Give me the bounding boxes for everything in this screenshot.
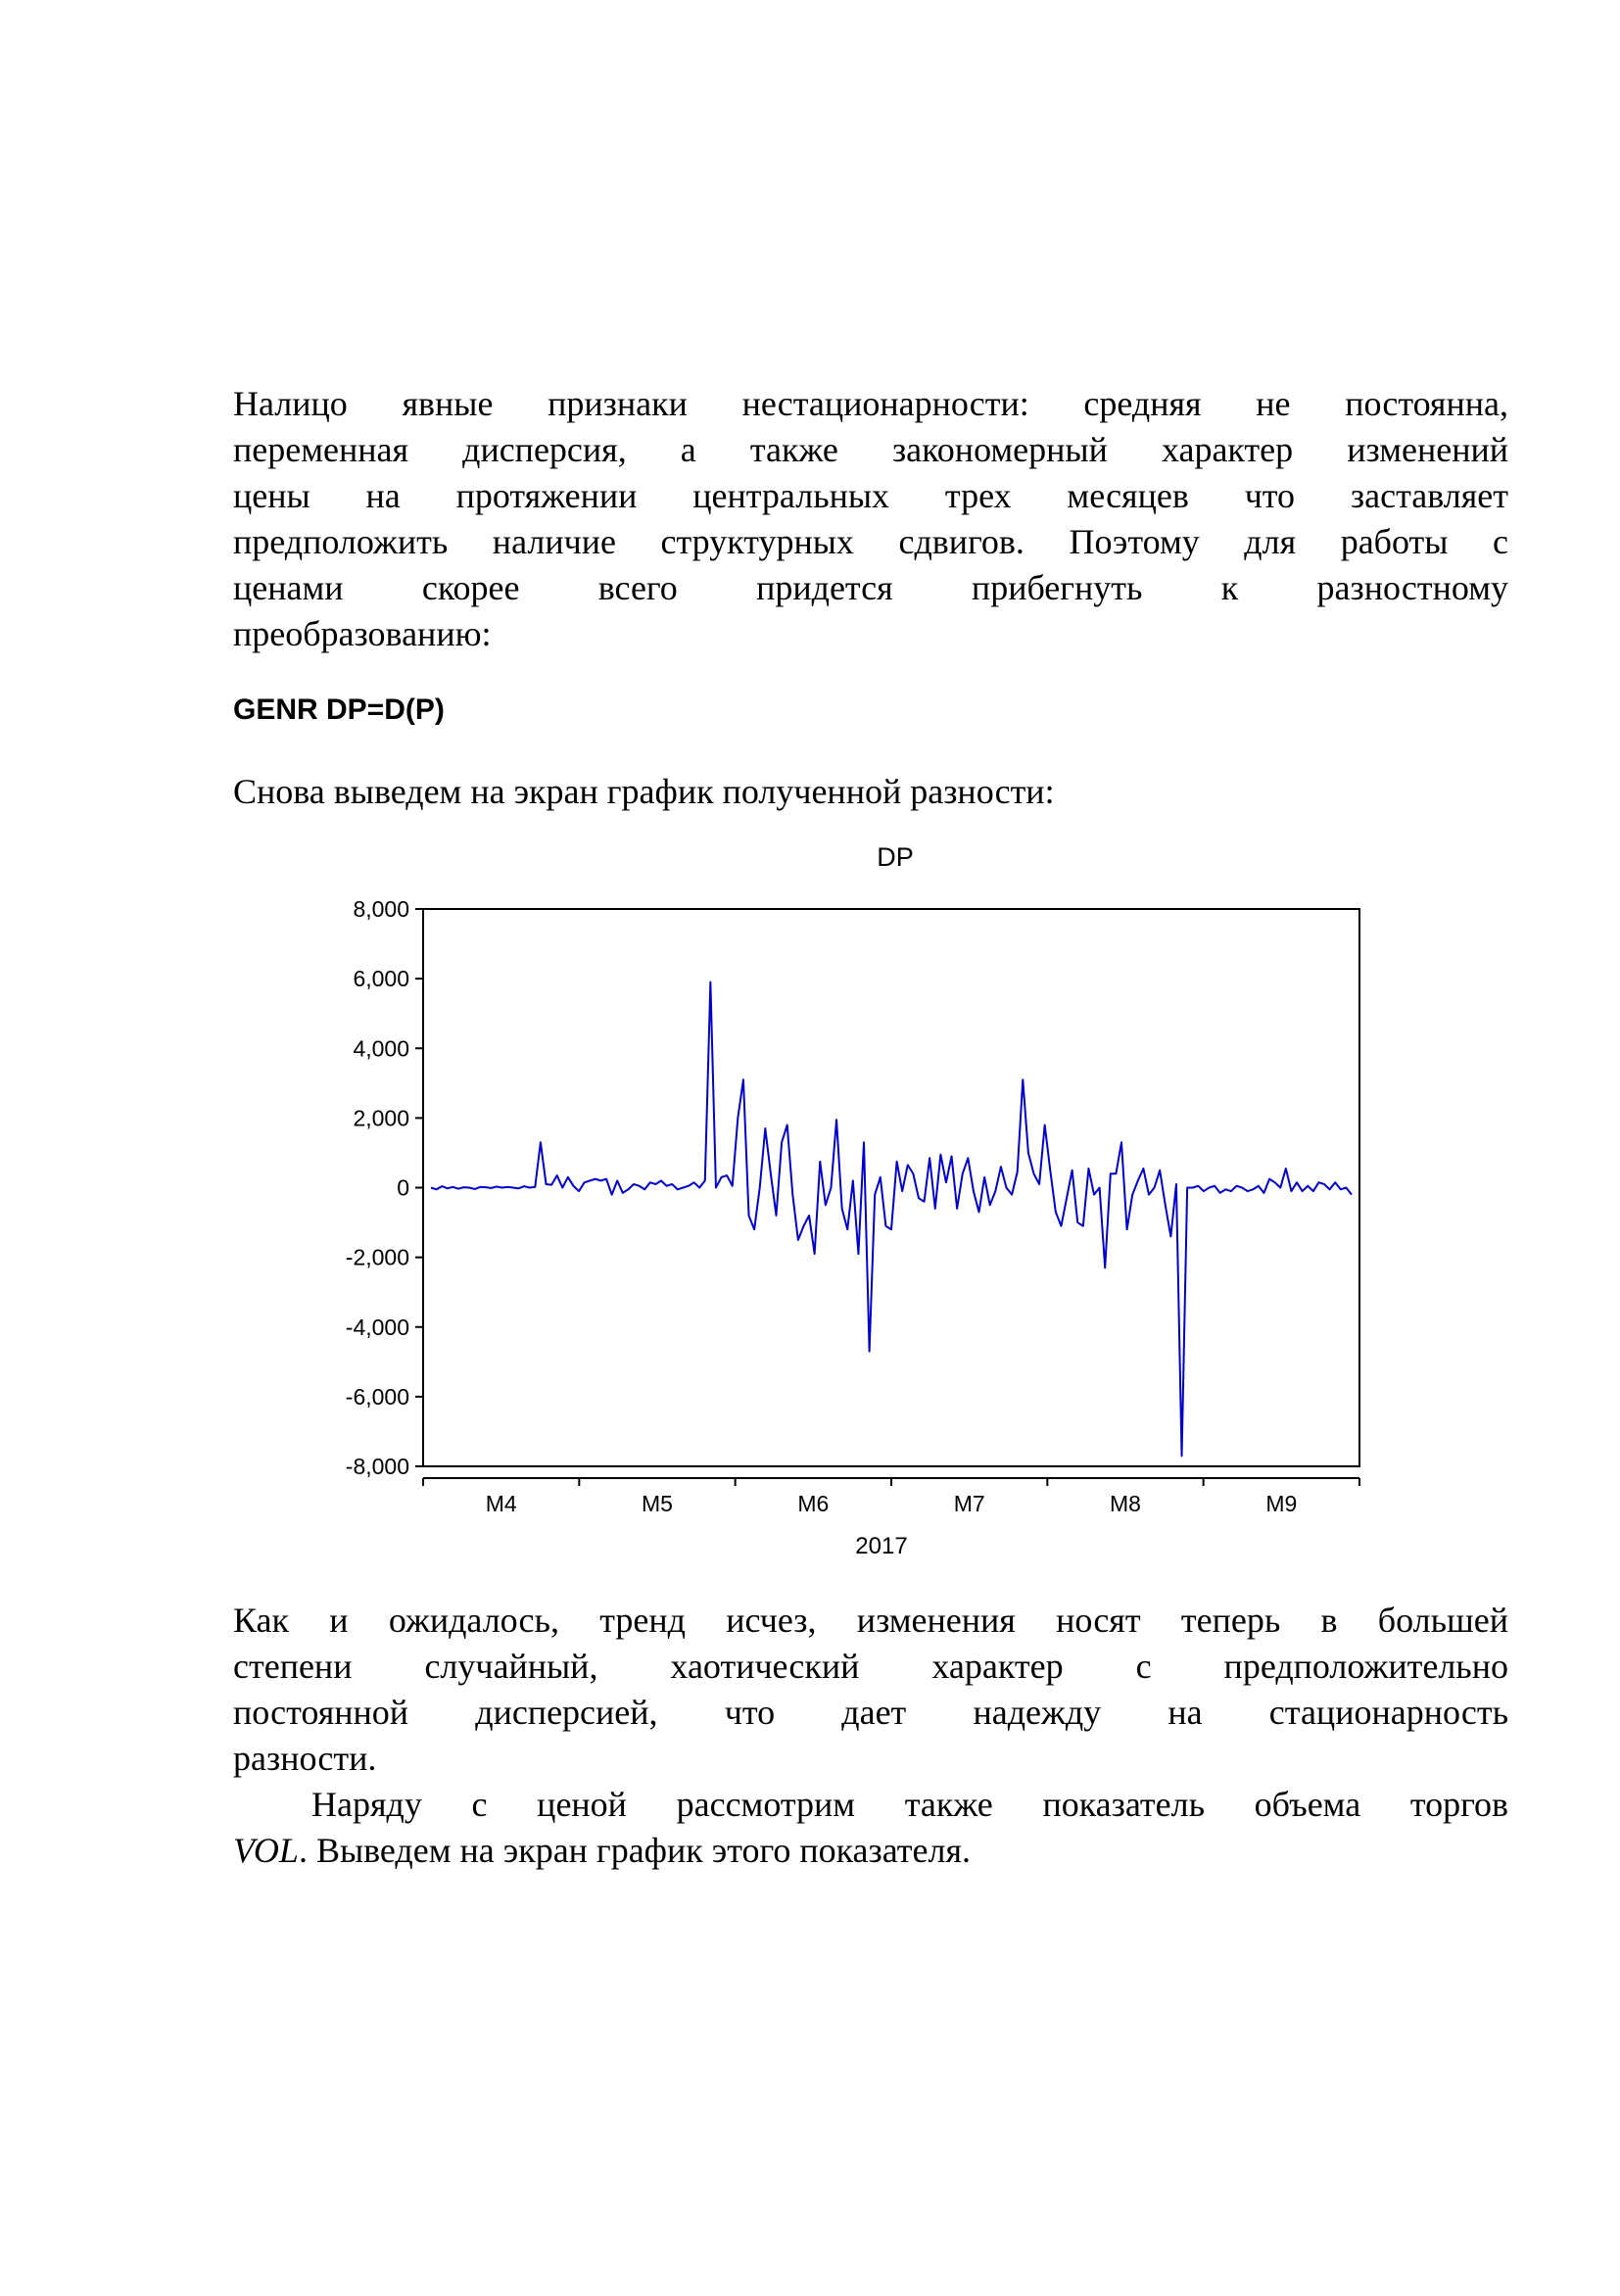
y-tick-label: 4,000	[353, 1035, 409, 1062]
x-axis-label: 2017	[855, 1533, 908, 1559]
y-tick-label: 0	[397, 1174, 409, 1201]
x-tick-label: M4	[485, 1491, 517, 1516]
y-tick-label: 2,000	[353, 1105, 409, 1131]
y-axis	[346, 896, 423, 1479]
x-tick-label: M9	[1265, 1491, 1298, 1516]
paragraph-line: ценами скорее всего придется прибегнуть к разностному	[233, 568, 1508, 607]
y-tick-label: -4,000	[345, 1314, 409, 1340]
paragraph-line: Снова выведем на экран график полученной разности:	[233, 772, 1055, 811]
x-tick-label: M5	[642, 1491, 673, 1516]
series-line-dp	[431, 982, 1352, 1457]
paragraph-line: переменная дисперсия, а также закономерный характер изменений	[233, 430, 1508, 469]
x-tick-label: M7	[953, 1491, 985, 1516]
genr-command: GENR DP=D(P)	[233, 694, 445, 726]
paragraph-line: Как и ожидалось, тренд исчез, изменения носят теперь в большей	[233, 1601, 1508, 1640]
x-tick-label: M8	[1110, 1491, 1141, 1516]
paragraph-line: постоянной дисперсией, что дает надежду на стационарность	[233, 1693, 1508, 1732]
variable-vol: VOL	[233, 1831, 299, 1870]
y-tick-label: -6,000	[345, 1383, 409, 1410]
paragraph-line: разности.	[233, 1739, 377, 1778]
x-axis	[423, 1478, 1359, 1516]
paragraph-line: преобразованию:	[233, 614, 492, 653]
paragraph-line: Налицо явные признаки нестационарности: средняя не постоянна,	[233, 384, 1508, 423]
paragraph-line: цены на протяжении центральных трех месяцев что заставляет	[233, 476, 1508, 515]
paragraph-volume	[233, 1782, 1508, 1874]
y-tick-label: -8,000	[345, 1454, 409, 1479]
x-tick-label: M6	[797, 1491, 830, 1516]
paragraph-line: предположить наличие структурных сдвигов. Поэтому для работы с	[233, 522, 1508, 561]
chart-title: DP	[877, 842, 914, 872]
y-tick-label: 8,000	[353, 896, 409, 922]
y-tick-label: -2,000	[345, 1244, 409, 1270]
paragraph-line: Наряду с ценой рассмотрим также показатель объема торгов	[311, 1785, 1508, 1824]
paragraph-nonstationarity	[233, 381, 1508, 657]
paragraph-line: степени случайный, хаотический характер с предположительно	[233, 1647, 1508, 1686]
paragraph-trend-gone	[233, 1598, 1508, 1782]
paragraph-line	[233, 1828, 1508, 1874]
paragraph-chart-intro	[233, 769, 1508, 815]
paragraph-line-text: . Выведем на экран график этого показателя.	[298, 1831, 972, 1870]
y-tick-label: 6,000	[353, 966, 409, 992]
plot-area-frame	[423, 909, 1359, 1466]
